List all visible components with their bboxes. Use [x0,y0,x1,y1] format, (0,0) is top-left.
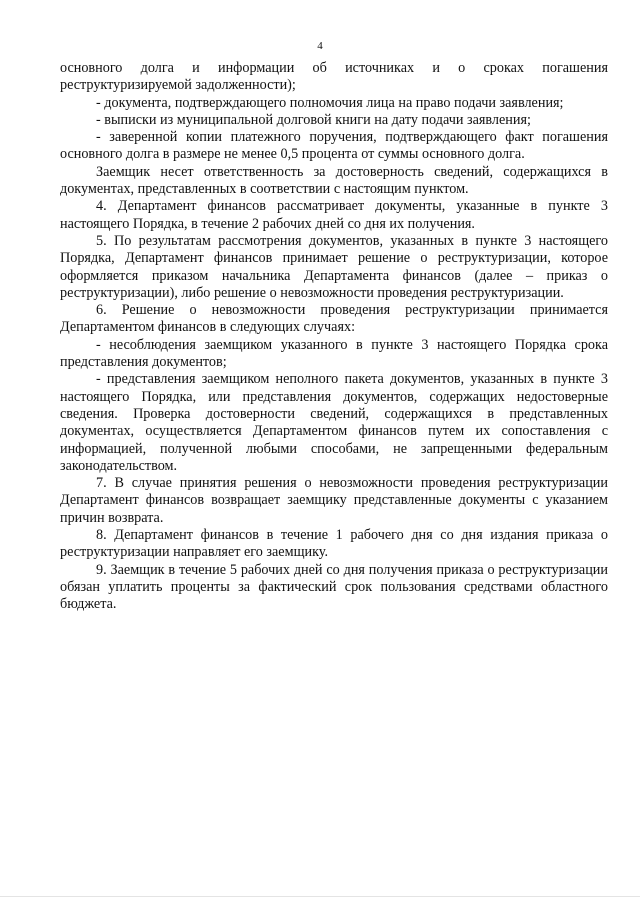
list-item: - документа, подтверждающего полномочия лица на право подачи заявления; [96,94,564,111]
numbered-clause: 8. Департамент финансов в течение 1 рабочего дня со дня издания приказа о реструктуризации направляет его заемщику. [60,527,608,561]
paragraph: основного долга и информации об источниках и о сроках погашения реструктуризируемой задолженности); [60,60,608,94]
list-item: - выписки из муниципальной долговой книги на дату подачи заявления; [96,111,531,128]
list-item: - заверенной копии платежного поручения, подтверждающего факт погашения основного долга в размере не менее 0,5 процента от суммы основного долга. [60,129,608,163]
page-number: 4 [317,40,323,52]
numbered-clause: 4. Департамент финансов рассматривает документы, указанные в пункте 3 настоящего Порядка, в течение 2 рабочих дней со дня их получения. [60,198,608,232]
numbered-clause: 7. В случае принятия решения о невозможности проведения реструктуризации Департамент финансов возвращает заемщику представленные документы с указанием причин возврата. [60,475,608,526]
numbered-clause: 5. По результатам рассмотрения документов, указанных в пункте 3 настоящего Порядка, Департамент финансов принимает решение о реструктуризации, которое оформляется приказом начальника Департамента финансов (далее – приказ о реструктуризации), либо решение о невозможности проведения реструктуризации. [60,232,608,301]
numbered-clause: 9. Заемщик в течение 5 рабочих дней со дня получения приказа о реструктуризации обязан уплатить проценты за фактический срок пользования средствами областного бюджета. [60,561,608,613]
list-item: - представления заемщиком неполного пакета документов, указанных в пункте 3 настоящего Порядка, или представления документов, содержащих недостоверные сведения. Проверка достоверности сведений, содержащихся в представленных документах, осуществляется Департаментом финансов путем их сопоставления с информацией, полученной любыми способами, не запрещенными федеральным законодательством. [60,371,608,474]
document-body [60,60,608,614]
numbered-clause: 6. Решение о невозможности проведения реструктуризации принимается Департаментом финансов в следующих случаях: [60,302,608,336]
paragraph: Заемщик несет ответственность за достоверность сведений, содержащихся в документах, представленных в соответствии с настоящим пунктом. [60,163,608,198]
scan-edge-line [0,896,640,897]
list-item: - несоблюдения заемщиком указанного в пункте 3 настоящего Порядка срока представления документов; [60,336,608,371]
